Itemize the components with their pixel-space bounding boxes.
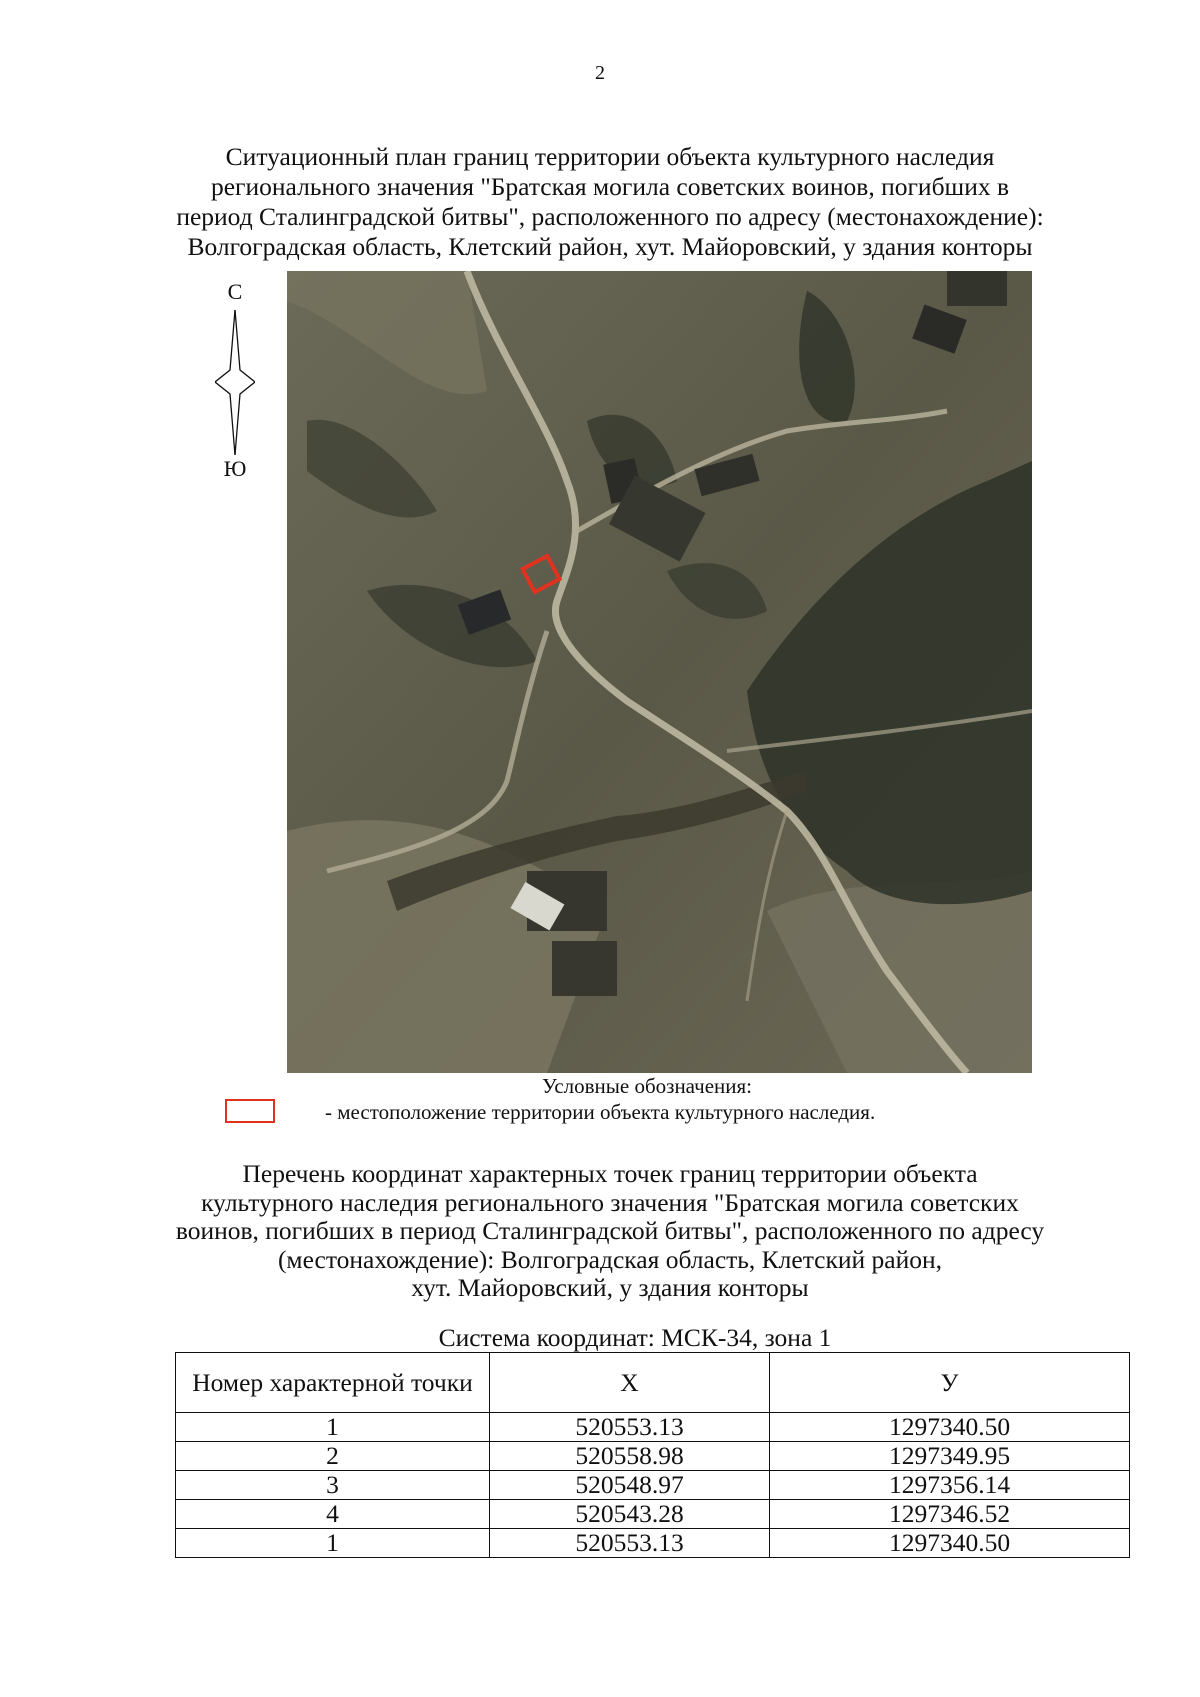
- x-value: 520558.98: [490, 1442, 770, 1471]
- list-title-line: воинов, погибших в период Сталинградской битвы", расположенного по адресу: [175, 1216, 1045, 1245]
- x-value: 520543.28: [490, 1500, 770, 1529]
- south-label: Ю: [223, 456, 247, 481]
- y-value: 1297349.95: [770, 1442, 1130, 1471]
- table-header-row: [176, 1353, 1130, 1413]
- coordinates-table: [175, 1352, 1130, 1558]
- north-label: С: [227, 279, 243, 304]
- point-number: 1: [176, 1529, 490, 1558]
- page-number: 2: [595, 62, 605, 84]
- point-number: 3: [176, 1471, 490, 1500]
- map-title-line: регионального значения "Братская могила советских воинов, погибших в: [210, 172, 1010, 201]
- header-point-number: Номер характерной точки: [176, 1353, 490, 1413]
- list-title-line: (местонахождение): Волгоградская область, Клетский район,: [277, 1244, 943, 1274]
- list-title-line: культурного наследия регионального значения "Братская могила советских: [201, 1187, 1019, 1217]
- map-title-line: Волгоградская область, Клетский район, хут. Майоровский, у здания конторы: [187, 232, 1033, 261]
- y-value: 1297340.50: [770, 1413, 1130, 1442]
- point-number: 1: [176, 1413, 490, 1442]
- point-number: 2: [176, 1442, 490, 1471]
- y-value: 1297340.50: [770, 1529, 1130, 1558]
- y-value: 1297346.52: [770, 1500, 1130, 1529]
- x-value: 520553.13: [490, 1529, 770, 1558]
- map-title: [150, 142, 1070, 262]
- north-arrow: [205, 280, 265, 480]
- header-y: У: [770, 1353, 1130, 1413]
- list-title-line: Перечень координат характерных точек границ территории объекта: [242, 1159, 978, 1188]
- table-row: [176, 1413, 1130, 1442]
- satellite-image: [287, 271, 1032, 1073]
- x-value: 520548.97: [490, 1471, 770, 1500]
- map-title-line: период Сталинградской битвы", расположенного по адресу (местонахождение):: [176, 202, 1044, 231]
- legend-marker-icon: [225, 1099, 275, 1123]
- table-row: [176, 1442, 1130, 1471]
- coordinates-list-title: [150, 1160, 1070, 1303]
- table-row: [176, 1529, 1130, 1558]
- table-row: [176, 1471, 1130, 1500]
- coordinate-system: Система координат: МСК-34, зона 1: [438, 1323, 832, 1352]
- legend-title: Условные обозначения:: [541, 1074, 753, 1098]
- point-number: 4: [176, 1500, 490, 1529]
- header-x: X: [490, 1353, 770, 1413]
- legend-item-text: - местоположение территории объекта культурного наследия.: [325, 1100, 876, 1124]
- x-value: 520553.13: [490, 1413, 770, 1442]
- table-row: [176, 1500, 1130, 1529]
- list-title-line: хут. Майоровский, у здания конторы: [411, 1273, 809, 1302]
- satellite-map: [287, 271, 1032, 1073]
- map-title-line: Ситуационный план границ территории объекта культурного наследия: [225, 142, 995, 171]
- compass-rose-icon: [215, 310, 255, 455]
- y-value: 1297356.14: [770, 1471, 1130, 1500]
